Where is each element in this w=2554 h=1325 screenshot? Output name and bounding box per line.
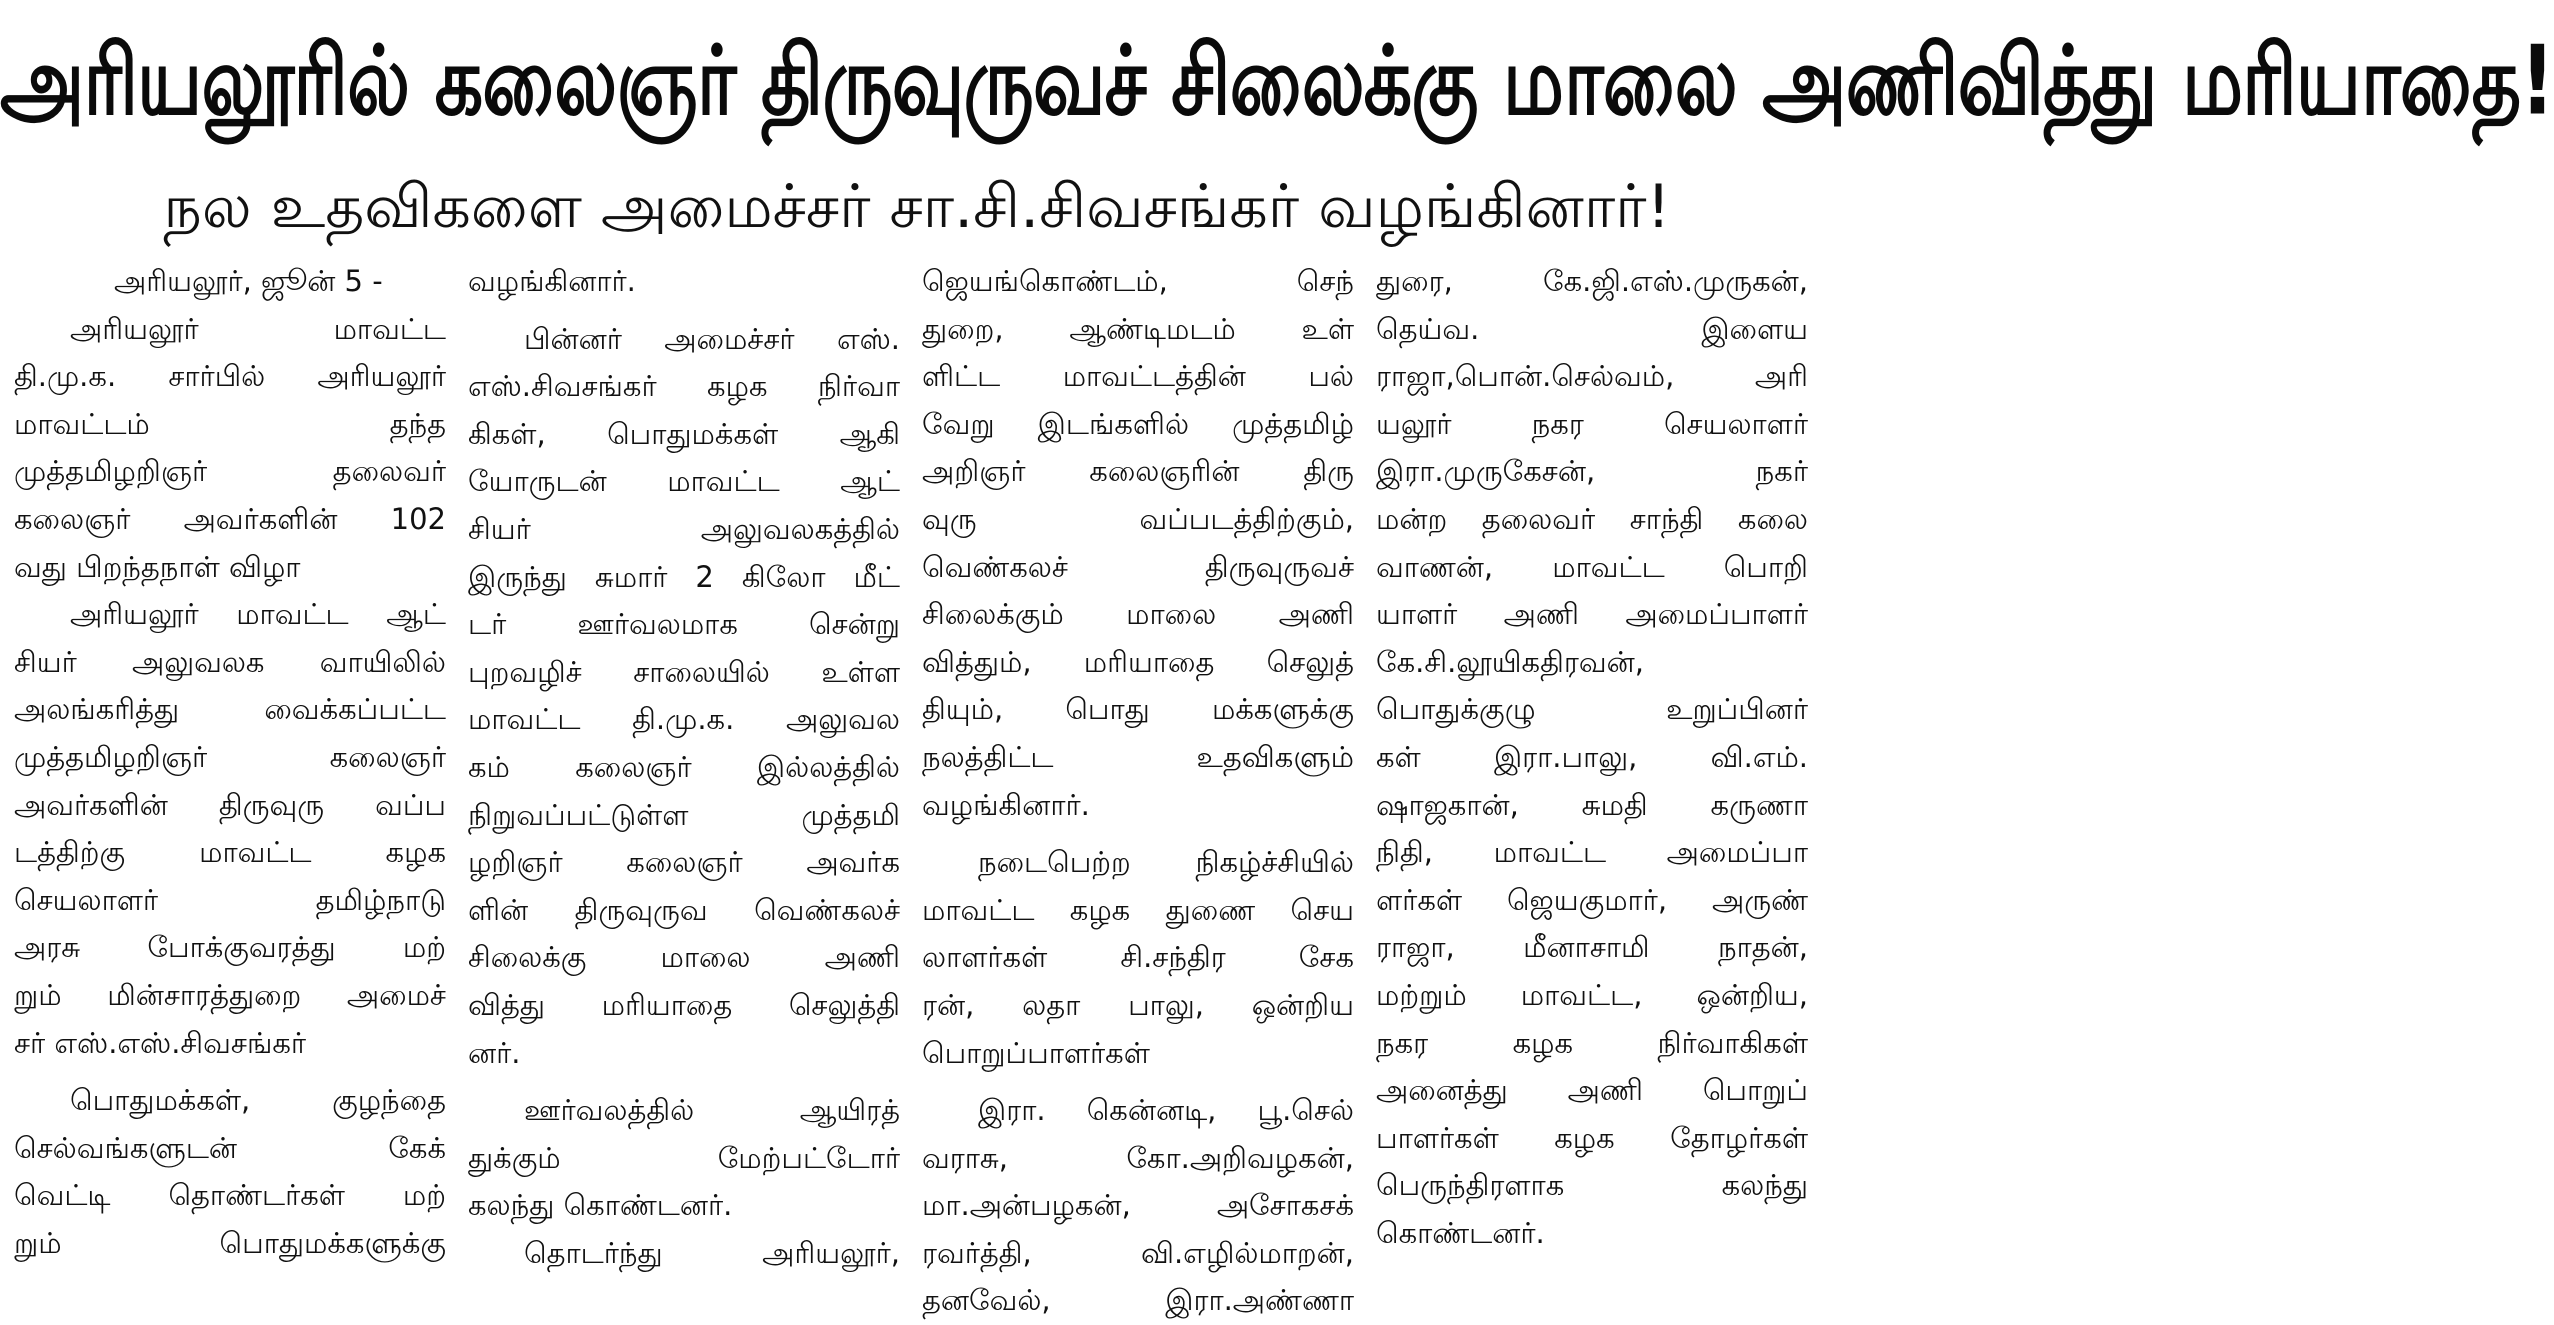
article-line: அரியலூர் மாவட்ட [70, 311, 446, 346]
article-line: மாவட்ட கழக துணை செய [922, 892, 1354, 927]
article-line: அரியலூர், ஜூன் 5 - [114, 264, 383, 298]
article-line: கலந்து கொண்டனர். [468, 1188, 733, 1223]
article-line: மாவட்ட தி.மு.க. அலுவல [468, 702, 900, 737]
article-line: சிலைக்கும் மாலை அணி [922, 597, 1354, 632]
article-line: பாளர்கள் கழக தோழர்கள் [1376, 1120, 1808, 1155]
article-line: அலங்கரித்து வைக்கப்பட்ட [14, 692, 446, 727]
article-line: வது பிறந்தநாள் விழா [14, 549, 301, 584]
article-line: அறிஞர் கலைஞரின் திரு [922, 454, 1354, 489]
article-line: துறை, ஆண்டிமடம் உள் [922, 311, 1354, 346]
article-line: ளிட்ட மாவட்டத்தின் பல் [922, 359, 1354, 394]
article-line: மாவட்டம் தந்த [14, 406, 446, 441]
article-line: அரசு போக்குவரத்து மற் [14, 930, 446, 965]
article-line: நிதி, மாவட்ட அமைப்பா [1376, 835, 1808, 870]
article-line: துரை, கே.ஜி.எஸ்.முருகன், [1376, 264, 1808, 298]
article-line: அனைத்து அணி பொறுப் [1376, 1073, 1808, 1108]
article-line: முத்தமிழறிஞர் கலைஞர் [14, 739, 446, 774]
article-line: கலைஞர் அவர்களின் 102 [14, 501, 446, 536]
article-line: செயலாளர் தமிழ்நாடு [14, 882, 446, 917]
article-line: வித்தும், மரியாதை செலுத் [922, 644, 1354, 679]
article-line: னர். [468, 1035, 521, 1070]
article-line: சியர் அலுவலகத்தில் [468, 511, 900, 546]
article-column-4 [1370, 258, 1824, 1250]
article-line: ராஜா,பொன்.செல்வம், அரி [1376, 359, 1808, 394]
article-line: நகர கழக நிர்வாகிகள் [1376, 1025, 1808, 1060]
article-line: டர் ஊர்வலமாக சென்று [468, 607, 900, 642]
headline: அரியலூரில் கலைஞர் திருவுருவச் சிலைக்கு மாலை அணிவித்து மரியாதை! [0, 24, 2554, 136]
article-line: ஊர்வலத்தில் ஆயிரத் [524, 1093, 900, 1128]
article-line: செல்வங்களுடன் கேக் [14, 1130, 446, 1165]
article-line: வித்து மரியாதை செலுத்தி [468, 987, 900, 1022]
article-line: மா.அன்பழகன், அசோகசக் [922, 1188, 1354, 1223]
article-line: கொண்டனர். [1376, 1215, 1545, 1250]
article-line: கள் இரா.பாலு, வி.எம். [1376, 739, 1808, 774]
article-line: கிகள், பொதுமக்கள் ஆகி [468, 416, 900, 451]
article-line: சியர் அலுவலக வாயிலில் [14, 644, 446, 679]
article-line: சர் எஸ்.எஸ்.சிவசங்கர் [14, 1025, 307, 1060]
article-body [8, 258, 1826, 1318]
article-line: வெண்கலச் திருவுருவச் [922, 549, 1354, 584]
article-line: புறவழிச் சாலையில் உள்ள [468, 654, 900, 689]
article-line: யலூர் நகர செயலாளர் [1376, 406, 1808, 441]
article-line: வெட்டி தொண்டர்கள் மற் [14, 1178, 446, 1213]
article-line: பெருந்திரளாக கலந்து [1376, 1168, 1808, 1203]
article-line: வராசு, கோ.அறிவழகன், [922, 1140, 1354, 1175]
article-line: பின்னர் அமைச்சர் எஸ். [524, 321, 900, 356]
article-line: றும் பொதுமக்களுக்கு [14, 1225, 446, 1260]
article-line: ரவர்த்தி, வி.எழில்மாறன், [922, 1235, 1354, 1270]
article-column-2 [462, 258, 916, 1270]
article-line: இரா. கென்னடி, பூ.செல் [978, 1093, 1354, 1128]
article-line: வேறு இடங்களில் முத்தமிழ் [922, 406, 1354, 441]
article-line: பொறுப்பாளர்கள் [922, 1035, 1150, 1070]
article-line: ஜெயங்கொண்டம், செந் [922, 264, 1354, 298]
article-line: இரா.முருகேசன், நகர் [1376, 454, 1808, 489]
article-column-1 [8, 258, 462, 1260]
article-line: கம் கலைஞர் இல்லத்தில் [468, 749, 900, 784]
article-line: கே.சி.லூயிகதிரவன், [1376, 644, 1644, 679]
article-line: நிறுவப்பட்டுள்ள முத்தமி [468, 797, 900, 832]
article-line: லாளர்கள் சி.சந்திர சேக [922, 940, 1354, 975]
subheadline: நல உதவிகளை அமைச்சர் சா.சி.சிவசங்கர் வழங்கினார்! [163, 172, 1671, 242]
article-line: ராஜா, மீனாசாமி நாதன், [1376, 930, 1808, 965]
article-line: தெய்வ. இளைய [1376, 311, 1808, 346]
article-line: அவர்களின் திருவுரு வப்ப [14, 787, 446, 822]
article-line: ரன், லதா பாலு, ஒன்றிய [922, 987, 1354, 1022]
article-line: யோருடன் மாவட்ட ஆட் [468, 464, 900, 499]
article-column-3 [916, 258, 1370, 1318]
article-line: முத்தமிழறிஞர் தலைவர் [14, 454, 446, 489]
article-line: தனவேல், இரா.அண்ணா [922, 1283, 1354, 1318]
article-line: பொதுமக்கள், குழந்தை [70, 1083, 446, 1118]
article-line: மன்ற தலைவர் சாந்தி கலை [1376, 501, 1808, 536]
article-line: துக்கும் மேற்பட்டோர் [468, 1140, 900, 1175]
article-line: நலத்திட்ட உதவிகளும் [922, 739, 1354, 774]
article-line: தியும், பொது மக்களுக்கு [922, 692, 1354, 727]
article-line: ளின் திருவுருவ வெண்கலச் [468, 892, 900, 927]
article-line: அரியலூர் மாவட்ட ஆட் [70, 597, 446, 632]
article-line: வழங்கினார். [922, 787, 1090, 822]
article-line: பொதுக்குழு உறுப்பினர் [1376, 692, 1808, 727]
article-line: ளர்கள் ஜெயகுமார், அருண் [1376, 882, 1808, 917]
article-line: வுரு வப்படத்திற்கும், [922, 501, 1354, 536]
article-line: வாணன், மாவட்ட பொறி [1376, 549, 1808, 584]
article-line: ழறிஞர் கலைஞர் அவர்க [468, 845, 900, 880]
article-line: தொடர்ந்து அரியலூர், [524, 1235, 900, 1270]
article-line: டத்திற்கு மாவட்ட கழக [14, 835, 446, 870]
article-line: யாளர் அணி அமைப்பாளர் [1376, 597, 1808, 632]
article-line: றும் மின்சாரத்துறை அமைச் [14, 977, 446, 1012]
article-line: ஷாஜகான், சுமதி கருணா [1376, 787, 1808, 822]
article-line: சிலைக்கு மாலை அணி [468, 940, 900, 975]
article-line: நடைபெற்ற நிகழ்ச்சியில் [978, 845, 1354, 880]
article-line: இருந்து சுமார் 2 கிலோ மீட் [468, 559, 900, 594]
article-line: தி.மு.க. சார்பில் அரியலூர் [14, 359, 446, 394]
article-line: வழங்கினார். [468, 264, 636, 298]
article-line: எஸ்.சிவசங்கர் கழக நிர்வா [468, 369, 900, 404]
article-line: மற்றும் மாவட்ட, ஒன்றிய, [1376, 977, 1808, 1012]
